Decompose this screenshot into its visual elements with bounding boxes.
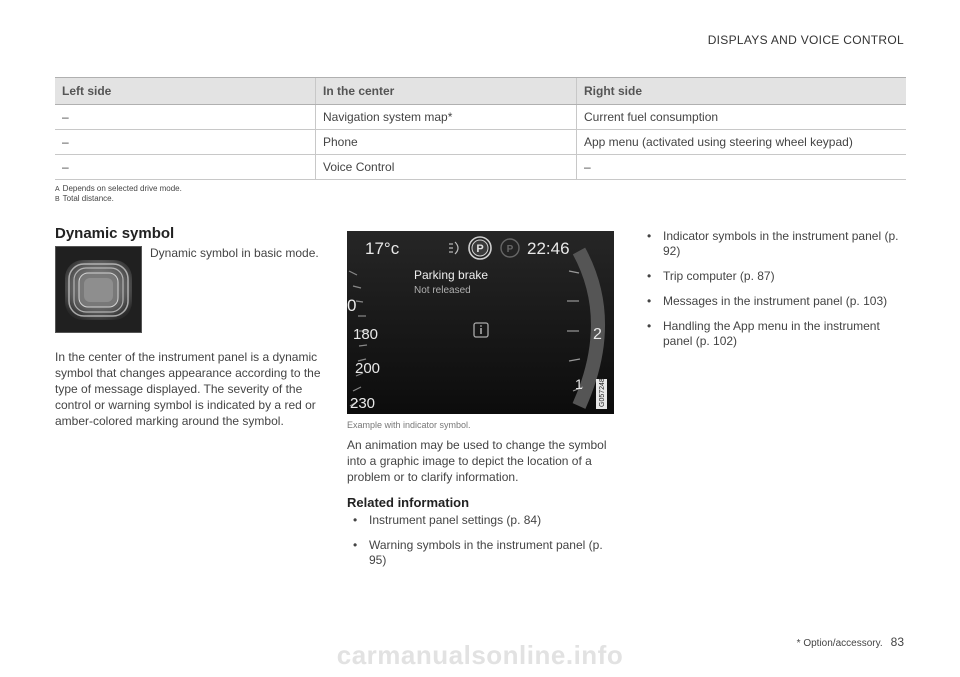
related-link[interactable]: • Indicator symbols in the instrument panel (p. 92) [641, 229, 911, 259]
body-paragraph: An animation may be used to change the symbol into a graphic image to depict the location of a problem or to clarify information. [347, 438, 607, 484]
speed-label: 230 [350, 395, 376, 412]
dynamic-symbol-icon [55, 246, 142, 333]
speed-label: 180 [353, 326, 379, 343]
image-caption: Example with indicator symbol. [347, 420, 471, 430]
watermark: carmanualsonline.info [336, 640, 624, 670]
related-link[interactable]: • Handling the App menu in the instrument panel (p. 102) [641, 319, 911, 349]
svg-text:P: P [476, 243, 484, 255]
table-cell: Phone [316, 130, 577, 155]
table-cell: – [55, 155, 316, 180]
table-cell: Voice Control [316, 155, 577, 180]
table-cell: Navigation system map* [316, 105, 577, 130]
table-row [55, 155, 906, 180]
header-title: DISPLAYS AND VOICE CONTROL [707, 33, 904, 47]
cluster-temperature: 17°c [365, 239, 400, 258]
option-note: * Option/accessory. [796, 638, 883, 649]
table-footnotes [55, 184, 182, 204]
dynamic-symbol-image [55, 246, 142, 333]
section-title: Dynamic symbol [55, 225, 175, 242]
instrument-cluster-image [347, 231, 614, 414]
table-cell: – [577, 155, 907, 180]
column-header-right: Right side [577, 78, 907, 105]
svg-text:P: P [506, 244, 514, 255]
speed-label: 200 [355, 360, 381, 377]
column-header-center: In the center [316, 78, 577, 105]
related-links-list [641, 229, 911, 359]
table-header-row [55, 78, 906, 105]
display-positions-table [55, 77, 906, 180]
table-cell: Current fuel consumption [577, 105, 907, 130]
footnote: B Total distance. [55, 194, 114, 203]
related-link[interactable]: • Messages in the instrument panel (p. 103) [641, 294, 911, 309]
related-link[interactable]: • Trip computer (p. 87) [641, 269, 911, 284]
cluster-time: 22:46 [527, 239, 570, 258]
column-header-left: Left side [55, 78, 316, 105]
parking-brake-icon [469, 237, 491, 259]
rpm-label: 2 [593, 326, 602, 343]
table-cell: – [55, 130, 316, 155]
cluster-message-sub: Not released [414, 285, 471, 296]
related-information-heading: Related information [347, 495, 470, 510]
cluster-message-title: Parking brake [414, 268, 489, 282]
footnote: A Depends on selected drive mode. [55, 184, 182, 193]
related-link[interactable]: • Instrument panel settings (p. 84) [347, 513, 615, 528]
related-links-list [347, 513, 615, 578]
table-row [55, 130, 906, 155]
image-code: G057248 [599, 378, 606, 407]
table-row [55, 105, 906, 130]
body-paragraph: In the center of the instrument panel is a dynamic symbol that changes appearance according to the type of message displayed. The severity of the control or warning symbol is indicated by a red or amber-colored marking around the symbol. [55, 350, 321, 428]
table-cell: – [55, 105, 316, 130]
page-number: 83 [890, 635, 904, 649]
related-link[interactable]: • Warning symbols in the instrument panel (p. 95) [347, 538, 615, 568]
rpm-label: 1 [575, 376, 583, 392]
cluster-illustration [347, 231, 614, 414]
speed-label: 0 [347, 296, 357, 315]
thumb-caption: Dynamic symbol in basic mode. [150, 246, 319, 260]
table-cell: App menu (activated using steering wheel keypad) [577, 130, 907, 155]
